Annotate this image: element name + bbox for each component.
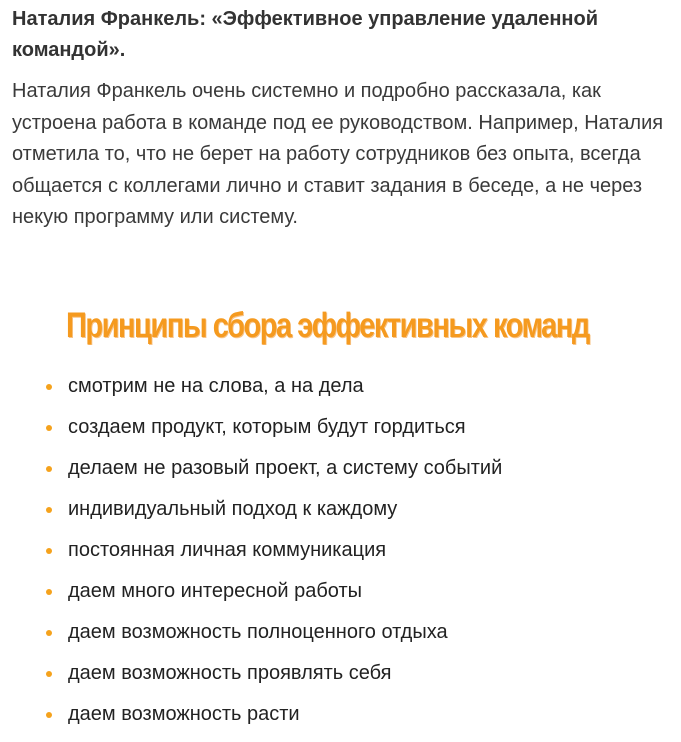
- bullet-icon: [46, 384, 52, 390]
- principles-list: [44, 373, 502, 742]
- list-item: [44, 578, 502, 619]
- bullet-icon: [46, 712, 52, 718]
- bullet-icon: [46, 548, 52, 554]
- slide-heading: Принципы сбора эффективных команд: [66, 306, 589, 345]
- bullet-icon: [46, 589, 52, 595]
- list-item: [44, 496, 502, 537]
- bullet-icon: [46, 425, 52, 431]
- list-item-text: даем возможность проявлять себя: [68, 662, 392, 684]
- bullet-icon: [46, 630, 52, 636]
- list-item: [44, 660, 502, 701]
- list-item-text: делаем не разовый проект, а систему событий: [68, 457, 503, 479]
- list-item: [44, 701, 502, 742]
- list-item: [44, 619, 502, 660]
- bullet-icon: [46, 671, 52, 677]
- list-item-text: даем возможность расти: [68, 703, 300, 725]
- article-paragraph: Наталия Франкель очень системно и подробно рассказала, как устроена работа в команде под ее руководством. Например, Наталия отметила то, что не берет на работу сотрудников без опыта, всегда общается с коллегами лично и ставит задания в беседе, а не через некую программу или систему.: [12, 80, 664, 228]
- list-item: [44, 373, 502, 414]
- bullet-icon: [46, 466, 52, 472]
- list-item-text: постоянная личная коммуникация: [68, 539, 387, 561]
- principles-slide-image: [0, 292, 681, 742]
- article-title: Наталия Франкель: «Эффективное управление удаленной командой».: [12, 8, 599, 61]
- list-item: [44, 455, 502, 496]
- list-item: [44, 537, 502, 578]
- list-item-text: индивидуальный подход к каждому: [68, 498, 398, 520]
- article: [12, 0, 676, 234]
- list-item-text: смотрим не на слова, а на дела: [68, 375, 364, 397]
- list-item-text: создаем продукт, которым будут гордиться: [68, 416, 466, 438]
- bullet-icon: [46, 507, 52, 513]
- list-item-text: даем много интересной работы: [68, 580, 363, 602]
- list-item-text: даем возможность полноценного отдыха: [68, 621, 448, 643]
- list-item: [44, 414, 502, 455]
